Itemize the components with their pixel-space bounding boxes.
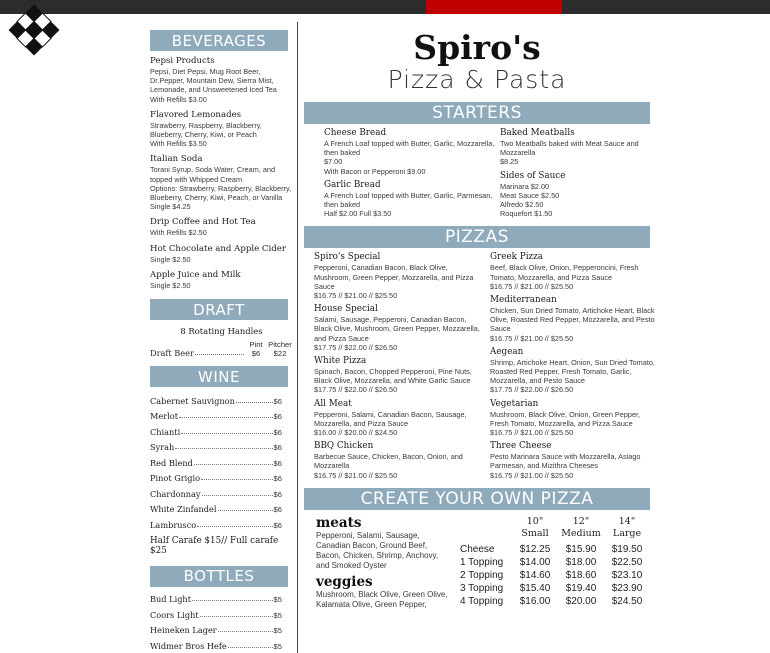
starters-heading: STARTERS <box>304 102 650 124</box>
price-row-label: Cheese <box>460 543 495 555</box>
wine-name: Red Blend <box>150 457 193 468</box>
pizza-item <box>314 441 486 480</box>
bottle-name: Coors Light <box>150 609 199 620</box>
wine-price: $6 <box>273 489 282 499</box>
pizza-price: $16.75 // $21.00 // $25.50 <box>314 470 398 480</box>
price-row <box>460 556 650 569</box>
draft-heading: DRAFT <box>150 299 288 320</box>
bottles-heading: BOTTLES <box>150 566 288 587</box>
price-cell: $18.00 <box>565 556 597 568</box>
pizza-item <box>314 252 486 300</box>
pizza-desc: Beef, Black Olive, Onion, Pepperoncini, Fresh Tomato, Mozzarella, and Pizza Sauce <box>490 263 639 282</box>
toppings-list <box>304 515 448 610</box>
pizza-price: $17.75 // $22.00 // $26.50 <box>314 342 398 352</box>
starter-item <box>324 180 496 219</box>
beverage-desc: Pepsi, Diet Pepsi, Mug Root Beer, Dr.Pepper, Mountain Dew, Sierra Mist, Lemonade, and Unsweetened Iced Tea <box>150 67 277 95</box>
price-cell: $20.00 <box>565 595 597 607</box>
pizza-desc: Pepperoni, Salami, Canadian Bacon, Sausage, Mozzarella, and Pizza Sauce <box>314 409 467 428</box>
draft-pint <box>245 340 267 358</box>
wine-row <box>150 499 282 515</box>
pizza-item <box>490 252 660 291</box>
dot-leader <box>201 479 272 480</box>
beverage-item <box>150 110 293 149</box>
checker-decoration <box>0 0 74 70</box>
wine-name: Cabernet Sauvignon <box>150 395 235 406</box>
size-price-table <box>460 515 650 610</box>
pizza-desc: Shrimp, Artichoke Heart, Onion, Sun Dried Tomato, Roasted Red Pepper, Fresh Tomato, Garlic, Mozzarella, and Pesto Sauce <box>490 357 655 386</box>
bottle-row <box>150 635 282 651</box>
pizza-item <box>314 304 486 352</box>
bottles-list <box>150 589 282 651</box>
meats-heading: meats <box>316 514 362 531</box>
starter-price: $8.25 <box>500 157 519 167</box>
starter-desc: Marinara $2.00 Meat Sauce $2.50 Alfredo $2.50 Roquefort $1.50 <box>500 181 560 219</box>
bottle-row <box>150 589 282 605</box>
pizza-name: BBQ Chicken <box>314 441 374 452</box>
dot-leader <box>218 510 273 511</box>
starter-name: Sides of Sauce <box>500 170 566 181</box>
pizza-item <box>490 347 660 395</box>
beverage-item <box>150 56 293 104</box>
beverages-list <box>150 56 293 290</box>
column-divider <box>297 22 298 653</box>
wine-row <box>150 406 282 422</box>
dot-leader <box>228 647 273 648</box>
price-cell: $14.60 <box>519 569 551 581</box>
price-cell: $15.90 <box>565 543 597 555</box>
wine-price: $6 <box>273 412 282 422</box>
price-rows <box>460 543 650 608</box>
pizza-name: Three Cheese <box>490 441 552 452</box>
wine-row <box>150 390 282 406</box>
top-bar <box>0 0 770 14</box>
pizza-item <box>490 399 660 438</box>
wine-price: $6 <box>273 520 282 530</box>
wine-price: $6 <box>273 427 282 437</box>
pizza-name: Vegetarian <box>490 398 539 409</box>
dot-leader <box>192 600 273 601</box>
starter-price: $7.00 With Bacon or Pepperoni $9.00 <box>324 157 426 176</box>
carafe-line: Half Carafe $15// Full carafe $25 <box>150 535 279 556</box>
veggies-list: Mushroom, Black Olive, Green Olive, Kalamata Olive, Green Pepper, <box>316 589 448 609</box>
veggies-heading: veggies <box>316 573 373 590</box>
top-bar-accent <box>426 0 562 14</box>
size-large-inches: 14" <box>618 515 636 527</box>
pizzas-col-1 <box>314 252 486 483</box>
price-cell: $14.00 <box>519 556 551 568</box>
dot-leader <box>236 402 273 403</box>
wine-name: Chianti <box>150 426 181 437</box>
bottle-name: Heineken Lager <box>150 625 217 636</box>
wine-name: Syrah <box>150 442 175 453</box>
price-row <box>460 595 650 608</box>
pizza-price: $16.75 // $21.00 // $25.50 <box>314 291 398 301</box>
draft-pint-label: Pint <box>249 340 263 350</box>
pizza-desc: Spinach, Bacon, Chopped Pepperoni, Pine Nuts, Black Olive, Mozzarella, and White Garlic Sauce <box>314 367 472 386</box>
brand-subtitle: Pizza & Pasta <box>387 65 567 94</box>
pizza-desc: Pepperoni, Canadian Bacon, Black Olive, Mushroom, Green Pepper, Mozzarella, and Pizza Sauce <box>314 263 474 291</box>
beverage-price: With Refills $3.00 <box>150 94 207 104</box>
pizza-price: $17.75 // $22.00 // $26.50 <box>314 385 398 395</box>
beverage-name: Hot Chocolate and Apple Cider <box>150 243 286 254</box>
bottle-price: $5 <box>273 610 282 620</box>
bottle-row <box>150 604 282 620</box>
beverage-price: Single $2.50 <box>150 280 191 290</box>
beverage-name: Pepsi Products <box>150 56 215 66</box>
pizza-item <box>490 441 660 480</box>
wine-price: $6 <box>273 474 282 484</box>
pizza-name: Spiro's Special <box>314 252 381 263</box>
beverage-item <box>150 154 293 211</box>
size-small-inches: 10" <box>526 515 544 527</box>
draft-pint-price: $6 <box>251 349 261 359</box>
pizza-desc: Pesto Marinara Sauce with Mozzarella, Asiago Parmesan, and Mizithra Cheeses <box>490 452 641 471</box>
wine-price: $6 <box>273 443 282 453</box>
drinks-column <box>150 30 293 651</box>
pizza-name: Greek Pizza <box>490 252 544 263</box>
draft-pitcher-price: $22 <box>273 349 287 359</box>
pizza-price: $16.00 // $20.00 // $24.50 <box>314 428 398 438</box>
pizza-name: House Special <box>314 304 378 315</box>
beverage-name: Flavored Lemonades <box>150 109 242 120</box>
dot-leader <box>194 464 273 465</box>
price-row <box>460 582 650 595</box>
beverage-price: With Refills $3.50 <box>150 139 207 149</box>
beverage-desc: Torani Syrup, Soda Water, Cream, and topped with Whipped Cream Options: Strawberry, Raspberry, Blackberry, Blueberry, Cherry, Kiwi, Peach, or Vanilla <box>150 165 292 203</box>
bottle-price: $5 <box>273 595 282 605</box>
beverage-price: With Refills $2.50 <box>150 228 207 238</box>
beverage-name: Drip Coffee and Hot Tea <box>150 217 256 228</box>
starter-name: Baked Meatballs <box>500 128 575 138</box>
wine-list <box>150 390 282 530</box>
starter-item <box>500 171 670 219</box>
draft-pitcher-label: Pitcher <box>268 340 292 350</box>
wine-heading: WINE <box>150 366 288 387</box>
pizzas-heading: PIZZAS <box>304 226 650 248</box>
dot-leader <box>179 417 273 418</box>
beverage-price: Single $4.25 <box>150 202 191 212</box>
bottle-price: $5 <box>273 641 282 651</box>
wine-name: White Zinfandel <box>150 504 217 515</box>
dot-leader <box>197 526 272 527</box>
starter-desc: A French Loaf topped with Butter, Garlic, Parmesan, then baked <box>324 190 493 210</box>
draft-pitcher <box>267 340 293 358</box>
starter-item <box>500 128 670 167</box>
beverage-name: Apple Juice and Milk <box>150 269 241 280</box>
price-row <box>460 543 650 556</box>
pizza-desc: Barbecue Sauce, Chicken, Bacon, Onion, and Mozzarella <box>314 452 463 471</box>
price-cell: $18.60 <box>565 569 597 581</box>
pizza-name: White Pizza <box>314 356 367 367</box>
pizzas-col-2 <box>490 252 660 483</box>
dot-leader <box>200 616 273 617</box>
wine-row <box>150 483 282 499</box>
pizza-desc: Mushroom, Black Olive, Onion, Green Pepper, Fresh Tomato, Mozzarella, and Pizza Sauce <box>490 409 641 428</box>
price-row-label: 4 Topping <box>460 595 504 607</box>
wine-row <box>150 452 282 468</box>
pizza-item <box>490 295 660 343</box>
bottle-name: Widmer Bros Hefe <box>150 640 227 651</box>
wine-row <box>150 437 282 453</box>
price-cell: $19.40 <box>565 582 597 594</box>
meats-list: Pepperoni, Salami, Sausage, Canadian Bacon, Ground Beef, Bacon, Chicken, Shrimp, Anchovy, and Smoked Oyster <box>316 530 439 570</box>
starter-price: Half $2.00 Full $3.50 <box>324 209 392 219</box>
wine-name: Pinot Grigio <box>150 473 201 484</box>
price-cell: $23.10 <box>611 569 643 581</box>
price-cell: $12.25 <box>519 543 551 555</box>
beverage-item <box>150 217 293 237</box>
price-cell: $16.00 <box>519 595 551 607</box>
beverage-item <box>150 270 293 290</box>
starter-desc: A French Loaf topped with Butter, Garlic, Mozzarella, then baked <box>324 139 495 158</box>
size-medium-name: Medium <box>561 527 601 539</box>
draft-subtitle: 8 Rotating Handles <box>180 326 263 337</box>
beverage-name: Italian Soda <box>150 154 203 165</box>
create-your-own <box>304 515 650 610</box>
beverage-price: Single $2.50 <box>150 254 191 264</box>
create-heading: CREATE YOUR OWN PIZZA <box>304 488 650 510</box>
pizza-name: Mediterranean <box>490 295 557 306</box>
price-row-label: 2 Topping <box>460 569 504 581</box>
pizza-name: Aegean <box>490 346 524 357</box>
starter-desc: Two Meatballs baked with Meat Sauce and Mozzarella <box>500 139 639 158</box>
food-column <box>304 28 655 610</box>
pizza-item <box>314 399 486 438</box>
beverage-item <box>150 244 293 264</box>
pizza-price: $16.75 // $21.00 // $25.50 <box>490 428 574 438</box>
bottle-name: Bud Light <box>150 594 191 605</box>
wine-price: $6 <box>273 505 282 515</box>
starter-name: Cheese Bread <box>324 128 387 138</box>
bottle-row <box>150 620 282 636</box>
dot-leader <box>202 495 273 496</box>
wine-price: $6 <box>273 396 282 406</box>
wine-price: $6 <box>273 458 282 468</box>
price-cell: $22.50 <box>611 556 643 568</box>
starter-item <box>324 128 496 176</box>
dot-leader <box>175 448 272 449</box>
size-large-name: Large <box>612 527 642 539</box>
size-large <box>604 516 650 540</box>
dot-leader <box>181 433 272 434</box>
size-header-row <box>460 515 650 543</box>
size-small <box>512 516 558 540</box>
pizza-price: $16.75 // $21.00 // $25.50 <box>490 333 574 343</box>
draft-row <box>150 340 293 358</box>
wine-name: Chardonnay <box>150 488 201 499</box>
brand-title: Spiro's <box>413 28 541 67</box>
wine-row <box>150 514 282 530</box>
price-row <box>460 569 650 582</box>
price-cell: $19.50 <box>611 543 643 555</box>
starter-name: Garlic Bread <box>324 179 381 190</box>
beverage-desc: Strawberry, Raspberry, Blackberry, Blueberry, Cherry, Kiwi, or Peach <box>150 120 262 140</box>
wine-name: Merlot <box>150 411 178 422</box>
size-medium <box>558 516 604 540</box>
pizzas-grid <box>304 252 655 483</box>
draft-item: Draft Beer <box>150 348 194 359</box>
dot-leader <box>218 631 273 632</box>
pizza-name: All Meat <box>314 398 352 409</box>
price-row-label: 1 Topping <box>460 556 504 568</box>
pizza-price: $16.75 // $21.00 // $25.50 <box>490 281 574 291</box>
price-cell: $24.50 <box>611 595 643 607</box>
starters-grid <box>304 128 650 222</box>
price-cell: $23.90 <box>611 582 643 594</box>
pizza-price: $17.75 // $22.00 // $26.50 <box>490 385 574 395</box>
pizza-desc: Chicken, Sun Dried Tomato, Artichoke Heart, Black Olive, Roasted Red Pepper, Mozzarella, and Pesto Sauce <box>490 306 655 334</box>
wine-name: Lambrusco <box>150 519 197 530</box>
starters-col-1 <box>324 128 496 222</box>
wine-row <box>150 468 282 484</box>
pizza-desc: Salami, Sausage, Pepperoni, Canadian Bacon, Black Olive, Mushroom, Green Pepper, Mozzarella, and Pizza Sauce <box>314 315 480 343</box>
brand-header <box>304 30 650 102</box>
starters-col-2 <box>500 128 670 222</box>
price-row-label: 3 Topping <box>460 582 504 594</box>
wine-row <box>150 421 282 437</box>
beverages-heading: BEVERAGES <box>150 30 288 51</box>
pizza-price: $16.75 // $21.00 // $25.50 <box>490 470 574 480</box>
size-medium-inches: 12" <box>572 515 590 527</box>
price-cell: $15.40 <box>519 582 551 594</box>
size-small-name: Small <box>521 527 549 539</box>
pizza-item <box>314 356 486 395</box>
bottle-price: $5 <box>273 626 282 636</box>
